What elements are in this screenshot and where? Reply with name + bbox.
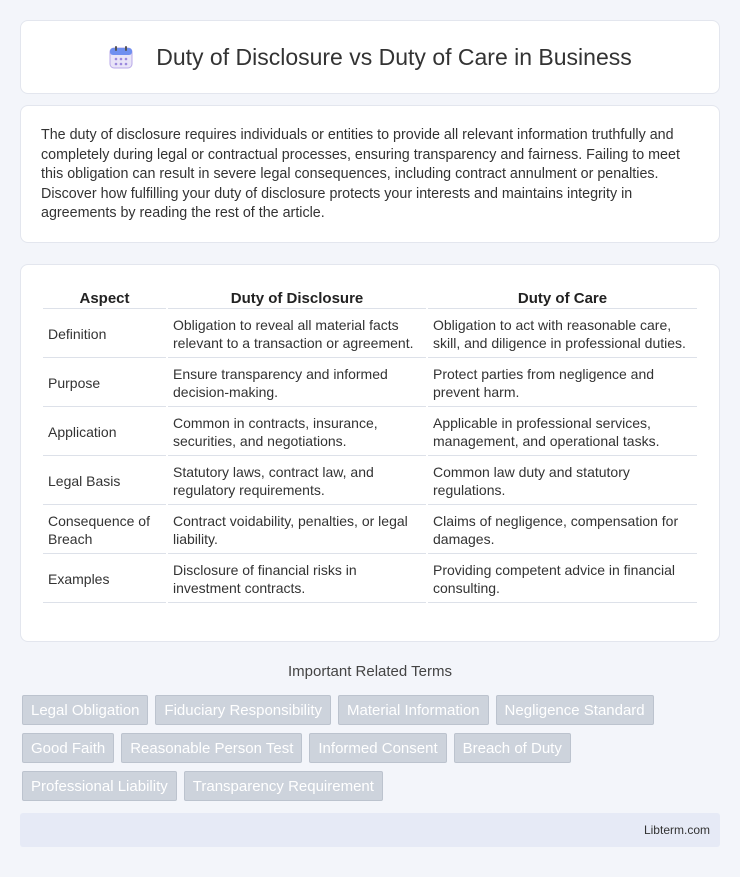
related-terms-list	[22, 695, 702, 801]
row-disclosure: Ensure transparency and informed decision-making.	[168, 360, 426, 407]
row-care: Claims of negligence, compensation for damages.	[428, 507, 697, 554]
header-aspect: Aspect	[43, 287, 166, 309]
comparison-table-card	[20, 264, 720, 642]
row-care: Common law duty and statutory regulations.	[428, 458, 697, 505]
row-care: Applicable in professional services, management, and operational tasks.	[428, 409, 697, 456]
footer	[20, 813, 720, 847]
related-term-tag[interactable]: Fiduciary Responsibility	[155, 695, 331, 725]
row-disclosure: Disclosure of financial risks in investment contracts.	[168, 556, 426, 603]
table-header-row	[43, 287, 697, 309]
table-row	[43, 360, 697, 407]
related-term-tag[interactable]: Good Faith	[22, 733, 114, 763]
table-row	[43, 556, 697, 603]
comparison-table	[41, 285, 699, 605]
related-term-tag[interactable]: Material Information	[338, 695, 489, 725]
title-card	[20, 20, 720, 94]
table-row	[43, 507, 697, 554]
related-term-tag[interactable]: Negligence Standard	[496, 695, 654, 725]
related-term-tag[interactable]: Informed Consent	[309, 733, 446, 763]
row-aspect: Legal Basis	[43, 458, 166, 505]
row-disclosure: Statutory laws, contract law, and regulatory requirements.	[168, 458, 426, 505]
header-duty-of-care: Duty of Care	[428, 287, 697, 309]
row-disclosure: Contract voidability, penalties, or legal liability.	[168, 507, 426, 554]
related-terms-title: Important Related Terms	[288, 663, 452, 680]
table-row	[43, 458, 697, 505]
row-aspect: Examples	[43, 556, 166, 603]
row-aspect: Purpose	[43, 360, 166, 407]
intro-text: The duty of disclosure requires individuals or entities to provide all relevant information truthfully and completely during legal or contractual processes, ensuring transparency and fairness. Failing to meet this obligation can result in severe legal consequences, including contract annulment or penalties. Discover how fulfilling your duty of disclosure protects your interests and maintains integrity in agreements by reading the rest of the article.	[41, 127, 680, 221]
table-row	[43, 311, 697, 358]
footer-site-link[interactable]: Libterm.com	[643, 823, 710, 837]
related-term-tag[interactable]: Breach of Duty	[454, 733, 571, 763]
intro-card	[20, 105, 720, 243]
row-disclosure: Common in contracts, insurance, securities, and negotiations.	[168, 409, 426, 456]
related-term-tag[interactable]: Legal Obligation	[22, 695, 148, 725]
row-disclosure: Obligation to reveal all material facts relevant to a transaction or agreement.	[168, 311, 426, 358]
related-term-tag[interactable]: Reasonable Person Test	[121, 733, 302, 763]
row-aspect: Application	[43, 409, 166, 456]
row-aspect: Definition	[43, 311, 166, 358]
row-aspect: Consequence of Breach	[43, 507, 166, 554]
related-term-tag[interactable]: Professional Liability	[22, 771, 177, 801]
page-title: Duty of Disclosure vs Duty of Care in Business	[156, 43, 632, 70]
row-care: Providing competent advice in financial consulting.	[428, 556, 697, 603]
row-care: Protect parties from negligence and prevent harm.	[428, 360, 697, 407]
row-care: Obligation to act with reasonable care, skill, and diligence in professional duties.	[428, 311, 697, 358]
table-row	[43, 409, 697, 456]
related-term-tag[interactable]: Transparency Requirement	[184, 771, 383, 801]
calendar-icon	[108, 44, 134, 70]
header-duty-of-disclosure: Duty of Disclosure	[168, 287, 426, 309]
